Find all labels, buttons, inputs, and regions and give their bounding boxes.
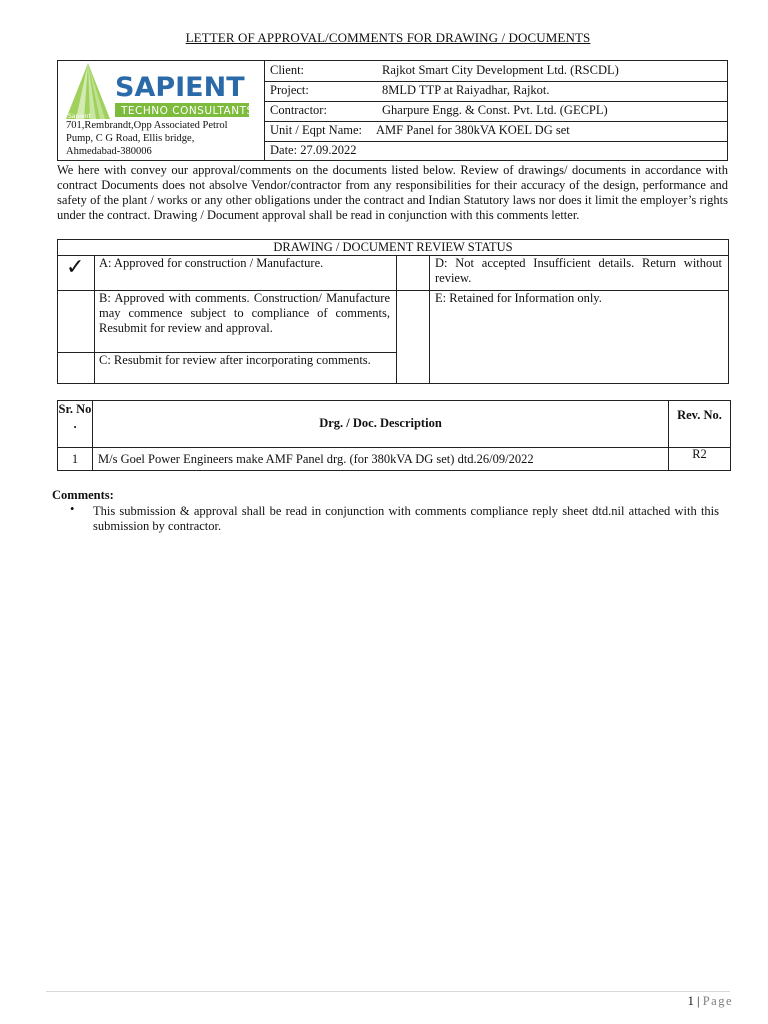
- bullet-icon: •: [70, 502, 75, 516]
- review-status-table: [57, 239, 729, 384]
- logo-small-text: Sapient: [68, 113, 91, 120]
- intro-paragraph: We here with convey our approval/comments on the documents listed below. Review of drawings/ documents in accordance with contract Documents does not absolve Vendor/contractor from any responsibilities for their accuracy of the design, performance and safety of the plant / works or any other obligations under the contract and Indian Statutory laws nor does it limit the employer’s rights under the contract. Drawing / Document approval shall be read in conjunction with this comments letter.: [57, 163, 728, 222]
- footer-page-number: [640, 994, 733, 1009]
- unit-label: Unit / Eqpt Name:: [270, 123, 362, 137]
- page-separator: |: [697, 994, 700, 1008]
- header-row-unit: [265, 121, 727, 142]
- document-title: LETTER OF APPROVAL/COMMENTS FOR DRAWING / DOCUMENTS: [185, 30, 591, 45]
- row-description: M/s Goel Power Engineers make AMF Panel drg. (for 380kVA DG set) dtd.26/09/2022: [98, 452, 534, 466]
- document-list-table: [57, 400, 731, 471]
- header-description: Drg. / Doc. Description: [319, 416, 442, 430]
- page-word: Page: [702, 994, 733, 1008]
- header-row-date: [265, 141, 727, 160]
- row-sr-no: 1: [71, 452, 79, 466]
- address-line: 701,Rembrandt,Opp Associated Petrol: [66, 120, 228, 131]
- checkmark-icon: ✓: [66, 254, 85, 279]
- client-value: Rajkot Smart City Development Ltd. (RSCDL): [382, 63, 619, 77]
- company-address: [66, 119, 266, 158]
- footer-divider: [46, 991, 730, 992]
- status-option-d: D: Not accepted Insufficient details. Return without review.: [435, 256, 722, 285]
- review-status-title: DRAWING / DOCUMENT REVIEW STATUS: [273, 240, 513, 254]
- status-option-b: B: Approved with comments. Construction/ Manufacture may commence subject to compliance of comments, Resubmit for review and approval.: [99, 291, 390, 335]
- header-row-contractor: [265, 101, 727, 122]
- comment-item: This submission & approval shall be read in conjunction with comments compliance reply sheet dtd.nil attached with this submission by contractor.: [93, 504, 719, 533]
- logo-triangle: [66, 63, 110, 119]
- project-label: Project:: [270, 83, 309, 97]
- unit-value: AMF Panel for 380kVA KOEL DG set: [376, 123, 570, 137]
- header-row-project: [265, 81, 727, 102]
- logo-tagline: TECHNO CONSULTANTS: [121, 105, 254, 117]
- client-label: Client:: [270, 63, 305, 77]
- project-value: 8MLD TTP at Raiyadhar, Rajkot.: [382, 83, 550, 97]
- header-block: [57, 60, 728, 161]
- address-line: Ahmedabad-380006: [66, 146, 152, 157]
- status-option-a: A: Approved for construction / Manufacture.: [99, 256, 324, 270]
- comments-title: Comments:: [52, 488, 114, 502]
- date-label: Date: 27.09.2022: [270, 143, 357, 157]
- logo-word: SAPIENT: [115, 72, 245, 103]
- status-option-c: C: Resubmit for review after incorporating comments.: [99, 353, 371, 367]
- company-logo-cell: [58, 61, 265, 160]
- header-rev-no: Rev. No.: [677, 408, 722, 422]
- page-number: 1: [687, 994, 694, 1008]
- row-rev-no: R2: [692, 447, 707, 461]
- status-option-e: E: Retained for Information only.: [435, 291, 602, 305]
- contractor-value: Gharpure Engg. & Const. Pvt. Ltd. (GECPL): [382, 103, 608, 117]
- header-sr-no: Sr. No .: [58, 402, 92, 431]
- company-logo: [62, 63, 262, 121]
- contractor-label: Contractor:: [270, 103, 327, 117]
- address-line: Pump, C G Road, Ellis bridge,: [66, 133, 195, 144]
- header-row-client: [265, 61, 727, 82]
